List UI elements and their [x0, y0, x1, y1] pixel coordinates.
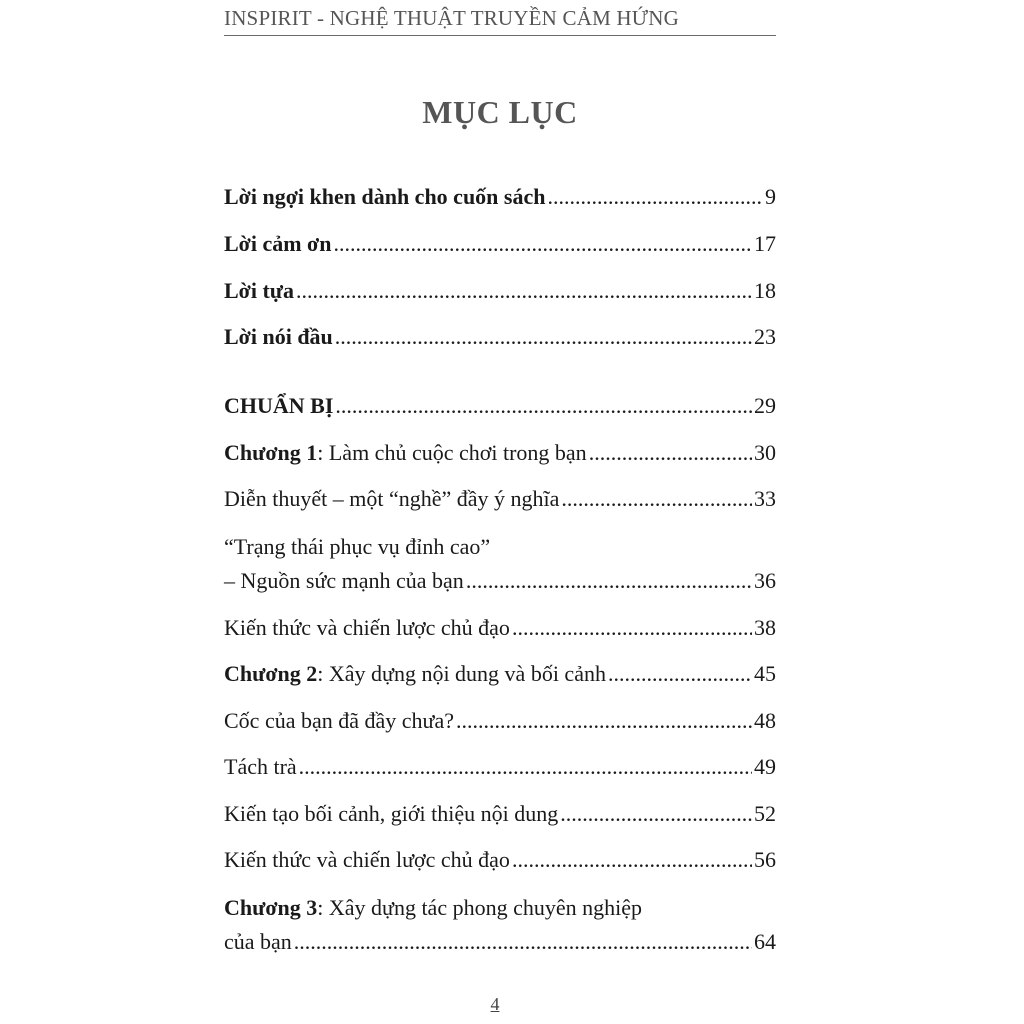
entry-first-line: “Trạng thái phục vụ đỉnh cao” [224, 534, 491, 559]
toc-entry [224, 485, 776, 513]
entry-label: Kiến thức và chiến lược chủ đạo [224, 847, 510, 872]
leader-dots [589, 439, 752, 467]
toc-entry [224, 392, 776, 420]
entry-bold-label: CHUẨN BỊ [224, 393, 334, 418]
entry-page: 52 [754, 801, 776, 826]
entry-label: Cốc của bạn đã đầy chưa? [224, 708, 454, 733]
entry-bold-label: Lời nói đầu [224, 324, 333, 349]
entry-bold-label: Chương 2 [224, 661, 318, 686]
entry-bold-label: Lời cảm ơn [224, 231, 332, 256]
toc-entry [224, 277, 776, 305]
entry-page: 33 [754, 486, 776, 511]
entry-page: 64 [754, 929, 776, 954]
leader-dots [560, 800, 752, 828]
leader-dots [335, 392, 752, 420]
toc-entry [224, 614, 776, 642]
entry-page: 29 [754, 393, 776, 418]
leader-dots [333, 230, 752, 258]
entry-label: Kiến tạo bối cảnh, giới thiệu nội dung [224, 801, 559, 826]
entry-first-line [224, 894, 776, 922]
entry-page: 9 [765, 184, 776, 209]
entry-page: 38 [754, 615, 776, 640]
page-title: MỤC LỤC [422, 94, 578, 130]
leader-dots [512, 614, 752, 642]
entry-page: 36 [754, 568, 776, 593]
entry-page: 17 [754, 231, 776, 256]
entry-bold-label: Lời tựa [224, 278, 294, 303]
toc-entry [224, 660, 776, 688]
entry-page: 49 [754, 754, 776, 779]
entry-label: của bạn [224, 929, 292, 954]
entry-label: Diễn thuyết – một “nghề” đầy ý nghĩa [224, 486, 560, 511]
leader-dots [335, 323, 752, 351]
leader-dots [547, 183, 763, 211]
toc-entry [224, 707, 776, 735]
entry-page: 23 [754, 324, 776, 349]
leader-dots [608, 660, 752, 688]
toc-entry [224, 928, 776, 956]
entry-label: Tách trà [224, 754, 297, 779]
toc-entry [224, 753, 776, 781]
toc-entry [224, 323, 776, 351]
leader-dots [299, 753, 752, 781]
leader-dots [512, 846, 752, 874]
toc-entry [224, 183, 776, 211]
entry-page: 56 [754, 847, 776, 872]
leader-dots [296, 277, 752, 305]
page-number: 4 [490, 994, 500, 1014]
leader-dots [456, 707, 752, 735]
entry-bold-label: Chương 1 [224, 440, 318, 465]
toc-entry [224, 567, 776, 595]
entry-label: : Làm chủ cuộc chơi trong bạn [317, 440, 587, 465]
entry-label: – Nguồn sức mạnh của bạn [224, 568, 464, 593]
entry-label: : Xây dựng nội dung và bối cảnh [317, 661, 606, 686]
entry-bold-label: Chương 3 [224, 895, 318, 920]
toc-entry [224, 800, 776, 828]
entry-label: : Xây dựng tác phong chuyên nghiệp [317, 895, 642, 920]
toc-entry [224, 846, 776, 874]
leader-dots [561, 485, 752, 513]
entry-label: Kiến thức và chiến lược chủ đạo [224, 615, 510, 640]
leader-dots [466, 567, 752, 595]
leader-dots [294, 928, 752, 956]
entry-page: 30 [754, 440, 776, 465]
entry-bold-label: Lời ngợi khen dành cho cuốn sách [224, 184, 546, 209]
entry-page: 48 [754, 708, 776, 733]
toc-entry [224, 230, 776, 258]
running-header: INSPIRIT - NGHỆ THUẬT TRUYỀN CẢM HỨNG [224, 6, 776, 36]
entry-page: 18 [754, 278, 776, 303]
toc-entry [224, 439, 776, 467]
entry-page: 45 [754, 661, 776, 686]
